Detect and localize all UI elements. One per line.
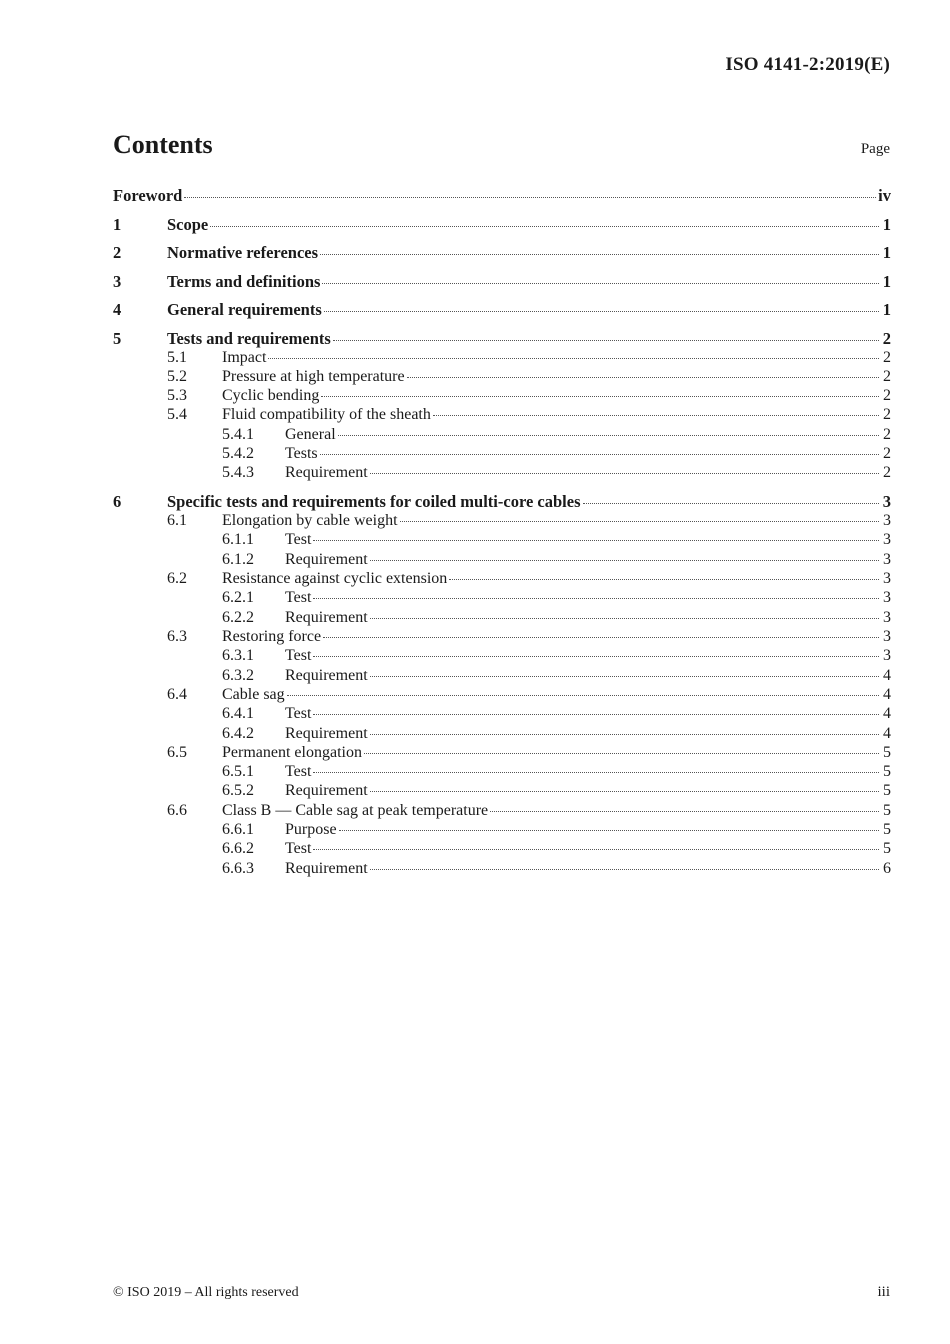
page-column-label: Page bbox=[860, 141, 890, 157]
toc-entry-page[interactable]: 2 bbox=[882, 329, 891, 348]
toc-entry-label[interactable]: Fluid compatibility of the sheath bbox=[222, 406, 431, 423]
toc-entry[interactable] bbox=[113, 839, 891, 859]
toc-entry-label[interactable]: Test bbox=[285, 840, 312, 857]
toc-entry[interactable] bbox=[113, 300, 891, 320]
toc-entry-page[interactable]: 3 bbox=[883, 647, 891, 664]
toc-entry[interactable] bbox=[113, 444, 891, 464]
toc-entry-label[interactable]: Test bbox=[285, 589, 312, 606]
dot-leader bbox=[490, 810, 879, 812]
toc-entry[interactable] bbox=[113, 348, 891, 368]
toc-entry-label[interactable]: Requirement bbox=[285, 725, 368, 742]
toc-entry-number: 6.6.2 bbox=[222, 840, 254, 857]
toc-entry-page[interactable]: 3 bbox=[883, 551, 891, 568]
toc-entry[interactable] bbox=[113, 801, 891, 821]
toc-entry[interactable] bbox=[113, 463, 891, 483]
toc-entry[interactable] bbox=[113, 272, 891, 292]
dot-leader bbox=[333, 339, 879, 341]
dot-leader bbox=[322, 282, 879, 284]
toc-entry-number: 5.4.2 bbox=[222, 445, 254, 462]
toc-entry[interactable] bbox=[113, 492, 891, 512]
toc-entry-label[interactable]: Cable sag bbox=[222, 686, 285, 703]
toc-entry-number: 2 bbox=[113, 243, 122, 262]
toc-entry-number: 6.5.2 bbox=[222, 782, 254, 799]
toc-entry-label[interactable]: Requirement bbox=[285, 551, 368, 568]
copyright-notice: © ISO 2019 – All rights reserved bbox=[113, 1285, 299, 1300]
dot-leader bbox=[313, 771, 879, 773]
toc-entry-page[interactable]: 2 bbox=[883, 368, 891, 385]
toc-entry-page[interactable]: 4 bbox=[883, 667, 891, 684]
toc-entry-label[interactable]: Resistance against cyclic extension bbox=[222, 570, 448, 587]
dot-leader bbox=[313, 655, 879, 657]
toc-entry-label[interactable]: Requirement bbox=[285, 860, 368, 877]
toc-entry-page[interactable]: 2 bbox=[883, 387, 891, 404]
toc-entry[interactable] bbox=[113, 511, 891, 531]
toc-entry-label[interactable]: Purpose bbox=[285, 821, 337, 838]
toc-entry[interactable] bbox=[113, 704, 891, 724]
dot-leader bbox=[323, 636, 879, 638]
toc-entry-page[interactable]: 3 bbox=[883, 531, 891, 548]
toc-entry-label[interactable]: Requirement bbox=[285, 609, 368, 626]
toc-entry-number: 6.3.1 bbox=[222, 647, 254, 664]
dot-leader bbox=[320, 453, 879, 455]
toc-entry-number: 5.4 bbox=[167, 406, 187, 423]
dot-leader bbox=[400, 520, 879, 522]
toc-entry-label[interactable]: Elongation by cable weight bbox=[222, 512, 398, 529]
dot-leader bbox=[370, 559, 879, 561]
toc-entry-number: 4 bbox=[113, 300, 122, 319]
dot-leader bbox=[407, 376, 879, 378]
toc-entry-label[interactable]: Class B — Cable sag at peak temperature bbox=[222, 802, 489, 819]
toc-entry-page[interactable]: 1 bbox=[882, 243, 891, 262]
dot-leader bbox=[370, 617, 879, 619]
dot-leader bbox=[313, 597, 879, 599]
toc-entry-number: 5.4.1 bbox=[222, 426, 254, 443]
dot-leader bbox=[210, 225, 879, 227]
toc-entry[interactable] bbox=[113, 386, 891, 406]
dot-leader bbox=[370, 790, 879, 792]
toc-entry-page[interactable]: 2 bbox=[883, 406, 891, 423]
toc-entry-number: 6.1.2 bbox=[222, 551, 254, 568]
dot-leader bbox=[370, 675, 879, 677]
toc-entry[interactable] bbox=[113, 724, 891, 744]
toc-entry-number: 6.6.3 bbox=[222, 860, 254, 877]
toc-entry-page[interactable]: 5 bbox=[883, 821, 891, 838]
toc-entry-number: 6.1 bbox=[167, 512, 187, 529]
toc-entry[interactable] bbox=[113, 405, 891, 425]
toc-entry-number: 6.6.1 bbox=[222, 821, 254, 838]
toc-entry-page[interactable]: 2 bbox=[883, 426, 891, 443]
dot-leader bbox=[370, 472, 879, 474]
toc-entry-page[interactable]: 4 bbox=[883, 705, 891, 722]
toc-entry[interactable] bbox=[113, 820, 891, 840]
toc-entry-page[interactable]: 5 bbox=[883, 802, 891, 819]
toc-entry-number: 3 bbox=[113, 272, 122, 291]
toc-entry-label[interactable]: Tests bbox=[285, 445, 318, 462]
toc-entry[interactable] bbox=[113, 666, 891, 686]
dot-leader bbox=[324, 310, 879, 312]
toc-entry[interactable] bbox=[113, 569, 891, 589]
toc-entry[interactable] bbox=[113, 550, 891, 570]
toc-entry-number: 6.2.2 bbox=[222, 609, 254, 626]
dot-leader bbox=[320, 253, 879, 255]
toc-entry-label[interactable]: Specific tests and requirements for coiled multi-core cables bbox=[167, 492, 581, 511]
toc-entry-number: 6.3.2 bbox=[222, 667, 254, 684]
toc-entry-page[interactable]: 3 bbox=[883, 570, 891, 587]
toc-entry-page[interactable]: 5 bbox=[883, 782, 891, 799]
page-number: iii bbox=[877, 1284, 890, 1300]
dot-leader bbox=[339, 829, 879, 831]
dot-leader bbox=[268, 357, 879, 359]
toc-entry-number: 6.5.1 bbox=[222, 763, 254, 780]
toc-entry-page[interactable]: iv bbox=[878, 186, 891, 205]
toc-entry-label[interactable]: Terms and definitions bbox=[167, 272, 321, 291]
dot-leader bbox=[338, 434, 879, 436]
toc-entry-page[interactable]: 3 bbox=[883, 609, 891, 626]
standard-identifier: ISO 4141-2:2019(E) bbox=[725, 54, 890, 75]
toc-entry[interactable] bbox=[113, 608, 891, 628]
toc-entry-number: 6.4.2 bbox=[222, 725, 254, 742]
toc-entry-number: 6.3 bbox=[167, 628, 187, 645]
toc-entry-label[interactable]: Cyclic bending bbox=[222, 387, 320, 404]
toc-entry[interactable] bbox=[113, 215, 891, 235]
toc-entry[interactable] bbox=[113, 367, 891, 387]
toc-entry-page[interactable]: 1 bbox=[882, 300, 891, 319]
toc-entry-label[interactable]: Test bbox=[285, 647, 312, 664]
toc-entry-label[interactable]: Test bbox=[285, 763, 312, 780]
toc-entry[interactable] bbox=[113, 743, 891, 763]
dot-leader bbox=[364, 752, 879, 754]
dot-leader bbox=[184, 196, 876, 198]
toc-entry-label[interactable]: General bbox=[285, 426, 336, 443]
toc-entry-number: 6.2.1 bbox=[222, 589, 254, 606]
toc-entry-page[interactable]: 1 bbox=[882, 272, 891, 291]
toc-entry[interactable] bbox=[113, 186, 891, 206]
toc-entry-label[interactable]: Permanent elongation bbox=[222, 744, 362, 761]
toc-entry-label[interactable]: Pressure at high temperature bbox=[222, 368, 405, 385]
toc-entry[interactable] bbox=[113, 588, 891, 608]
toc-entry-label[interactable]: Test bbox=[285, 531, 312, 548]
dot-leader bbox=[313, 539, 879, 541]
page-title: Contents bbox=[113, 130, 213, 159]
dot-leader bbox=[321, 395, 879, 397]
toc-entry-page[interactable]: 5 bbox=[883, 840, 891, 857]
toc-entry-page[interactable]: 4 bbox=[883, 725, 891, 742]
toc-entry-number: 6.2 bbox=[167, 570, 187, 587]
dot-leader bbox=[287, 694, 879, 696]
toc-entry[interactable] bbox=[113, 243, 891, 263]
toc-entry-page[interactable]: 3 bbox=[883, 628, 891, 645]
toc-entry[interactable] bbox=[113, 530, 891, 550]
toc-entry-page[interactable]: 2 bbox=[883, 464, 891, 481]
toc-entry[interactable] bbox=[113, 646, 891, 666]
toc-entry-label[interactable]: Tests and requirements bbox=[167, 329, 331, 348]
dot-leader bbox=[583, 502, 879, 504]
toc-entry[interactable] bbox=[113, 859, 891, 879]
toc-entry-label[interactable]: Restoring force bbox=[222, 628, 322, 645]
dot-leader bbox=[313, 848, 879, 850]
toc-entry-label[interactable]: Scope bbox=[167, 215, 209, 234]
dot-leader bbox=[370, 733, 879, 735]
toc-entry-page[interactable]: 5 bbox=[883, 744, 891, 761]
toc-entry-number: 1 bbox=[113, 215, 122, 234]
toc-entry[interactable] bbox=[113, 685, 891, 705]
dot-leader bbox=[433, 414, 879, 416]
toc-entry[interactable] bbox=[113, 425, 891, 445]
toc-entry-label[interactable]: Test bbox=[285, 705, 312, 722]
toc-entry-page[interactable]: 3 bbox=[883, 512, 891, 529]
toc-entry-number: 5 bbox=[113, 329, 122, 348]
toc-entry-number: 6.4.1 bbox=[222, 705, 254, 722]
toc-entry-label[interactable]: Impact bbox=[222, 349, 267, 366]
toc-entry-number: 6.6 bbox=[167, 802, 187, 819]
toc-entry-page[interactable]: 2 bbox=[883, 349, 891, 366]
toc-entry-label[interactable]: Requirement bbox=[285, 667, 368, 684]
toc-entry-number: 6 bbox=[113, 492, 122, 511]
toc-entry-label[interactable]: Normative references bbox=[167, 243, 319, 262]
toc-entry-page[interactable]: 2 bbox=[883, 445, 891, 462]
toc-entry-label[interactable]: Requirement bbox=[285, 782, 368, 799]
toc-entry-number: 6.4 bbox=[167, 686, 187, 703]
toc-entry-number: 6.5 bbox=[167, 744, 187, 761]
toc-entry-page[interactable]: 3 bbox=[882, 492, 891, 511]
toc-entry-label[interactable]: Requirement bbox=[285, 464, 368, 481]
toc-entry-number: 6.1.1 bbox=[222, 531, 254, 548]
toc-entry[interactable] bbox=[113, 762, 891, 782]
toc-entry-number: 5.2 bbox=[167, 368, 187, 385]
toc-entry-page[interactable]: 3 bbox=[883, 589, 891, 606]
toc-entry[interactable] bbox=[113, 329, 891, 349]
toc-entry-label[interactable]: Foreword bbox=[113, 186, 183, 205]
dot-leader bbox=[313, 713, 879, 715]
toc-entry-label[interactable]: General requirements bbox=[167, 300, 322, 319]
toc-entry-page[interactable]: 1 bbox=[882, 215, 891, 234]
toc-entry-number: 5.1 bbox=[167, 349, 187, 366]
toc-entry-number: 5.3 bbox=[167, 387, 187, 404]
toc-entry-page[interactable]: 4 bbox=[883, 686, 891, 703]
dot-leader bbox=[449, 578, 879, 580]
toc-entry-page[interactable]: 5 bbox=[883, 763, 891, 780]
toc-entry-number: 5.4.3 bbox=[222, 464, 254, 481]
toc-entry[interactable] bbox=[113, 781, 891, 801]
toc-entry-page[interactable]: 6 bbox=[883, 860, 891, 877]
toc-entry[interactable] bbox=[113, 627, 891, 647]
dot-leader bbox=[370, 868, 879, 870]
